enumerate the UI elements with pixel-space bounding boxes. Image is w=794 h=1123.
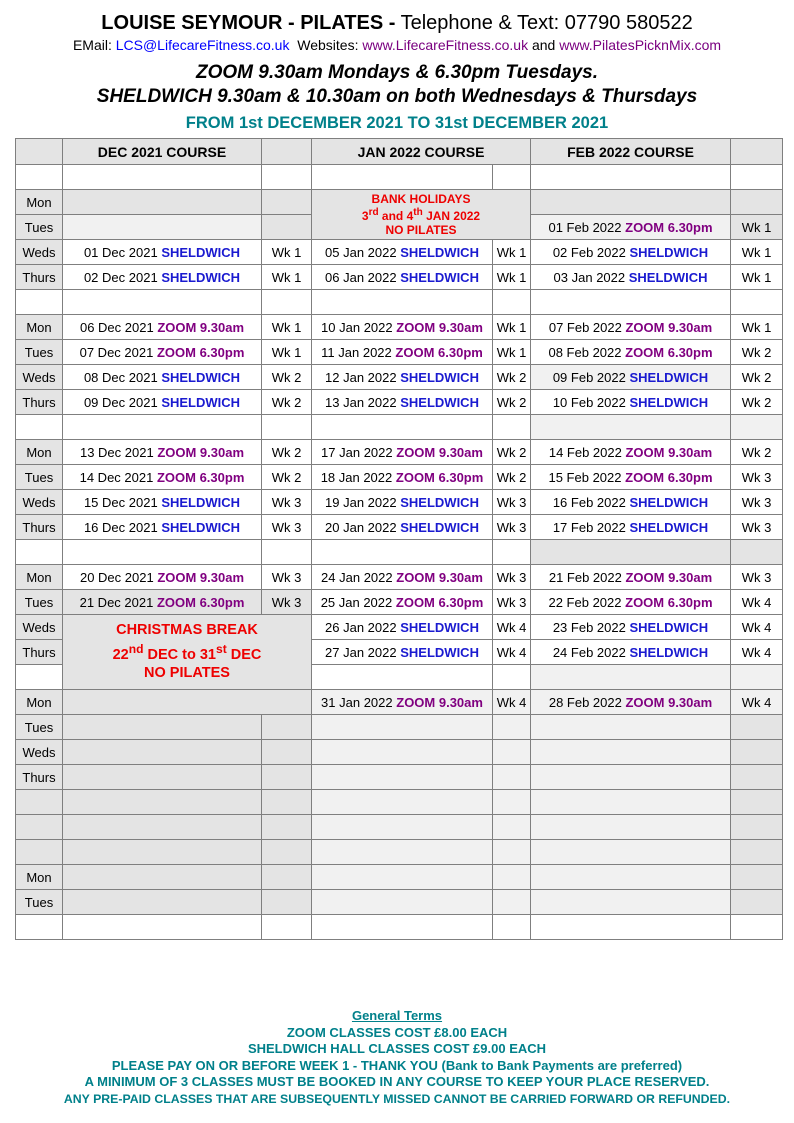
- day-label: Tues: [16, 890, 63, 915]
- day-label: Tues: [16, 340, 63, 365]
- day-label: Mon: [16, 190, 63, 215]
- dec-course-header: DEC 2021 COURSE: [63, 139, 262, 165]
- terms-hall-cost: SHELDWICH HALL CLASSES COST £9.00 EACH: [247, 1041, 547, 1056]
- table-row: Mon 20 Dec 2021 ZOOM 9.30am Wk 3 24 Jan 2022 ZOOM 9.30am Wk 3 21 Feb 2022 ZOOM 9.30am Wk 3: [16, 565, 783, 590]
- day-label: Mon: [16, 690, 63, 715]
- table-row: Weds CHRISTMAS BREAK 22nd DEC to 31st DEC NO PILATES 26 Jan 2022 SHELDWICH Wk 4 23 Feb 2022 SHELDWICH Wk 4: [16, 615, 783, 640]
- day-label: Thurs: [16, 515, 63, 540]
- general-terms: [0, 1008, 794, 1107]
- bank-holiday-note: BANK HOLIDAYS 3rd and 4th JAN 2022 NO PILATES: [312, 190, 531, 240]
- table-row: Tues 07 Dec 2021 ZOOM 6.30pm Wk 1 11 Jan 2022 ZOOM 6.30pm Wk 1 08 Feb 2022 ZOOM 6.30pm Wk 2: [16, 340, 783, 365]
- terms-title: General Terms: [351, 1008, 443, 1023]
- title-name: LOUISE SEYMOUR - PILATES -: [101, 12, 396, 34]
- day-label: Thurs: [16, 765, 63, 790]
- christmas-break-note: CHRISTMAS BREAK 22nd DEC to 31st DEC NO PILATES: [63, 615, 312, 690]
- table-row: Weds 08 Dec 2021 SHELDWICH Wk 2 12 Jan 2022 SHELDWICH Wk 2 09 Feb 2022 SHELDWICH Wk 2: [16, 365, 783, 390]
- day-label: Thurs: [16, 640, 63, 665]
- table-row: [16, 165, 783, 190]
- table-row: [16, 715, 783, 740]
- table-row: Thurs 02 Dec 2021 SHELDWICH Wk 1 06 Jan 2022 SHELDWICH Wk 1 03 Jan 2022 SHELDWICH Wk 1: [16, 265, 783, 290]
- contact-line: [0, 37, 794, 53]
- table-header: [16, 139, 783, 165]
- table-row: Thurs 09 Dec 2021 SHELDWICH Wk 2 13 Jan 2022 SHELDWICH Wk 2 10 Feb 2022 SHELDWICH Wk 2: [16, 390, 783, 415]
- table-row: [16, 540, 783, 565]
- day-label: Tues: [16, 715, 63, 740]
- table-row: [16, 790, 783, 815]
- table-row: Weds 15 Dec 2021 SHELDWICH Wk 3 19 Jan 2022 SHELDWICH Wk 3 16 Feb 2022 SHELDWICH Wk 3: [16, 490, 783, 515]
- table-row: Tues 01 Feb 2022 ZOOM 6.30pm Wk 1: [16, 215, 783, 240]
- table-row: [16, 415, 783, 440]
- table-row: [16, 190, 783, 215]
- table-row: Tues 14 Dec 2021 ZOOM 6.30pm Wk 2 18 Jan 2022 ZOOM 6.30pm Wk 2 15 Feb 2022 ZOOM 6.30pm Wk 3: [16, 465, 783, 490]
- table-row: Mon 13 Dec 2021 ZOOM 9.30am Wk 2 17 Jan 2022 ZOOM 9.30am Wk 2 14 Feb 2022 ZOOM 9.30am Wk 2: [16, 440, 783, 465]
- day-label: Tues: [16, 590, 63, 615]
- date-range: FROM 1st DECEMBER 2021 TO 31st DECEMBER 2021: [185, 114, 609, 132]
- table-row: [16, 915, 783, 940]
- table-row: Weds 01 Dec 2021 SHELDWICH Wk 1 05 Jan 2022 SHELDWICH Wk 1 02 Feb 2022 SHELDWICH Wk 1: [16, 240, 783, 265]
- day-label: Thurs: [16, 265, 63, 290]
- table-row: [16, 290, 783, 315]
- table-row: Mon 31 Jan 2022 ZOOM 9.30am Wk 4 28 Feb 2022 ZOOM 9.30am Wk 4: [16, 690, 783, 715]
- day-label: Weds: [16, 365, 63, 390]
- day-label: Mon: [16, 440, 63, 465]
- table-row: Thurs 16 Dec 2021 SHELDWICH Wk 3 20 Jan 2022 SHELDWICH Wk 3 17 Feb 2022 SHELDWICH Wk 3: [16, 515, 783, 540]
- email-label: EMail:: [72, 37, 112, 53]
- day-label: Weds: [16, 740, 63, 765]
- website-link-2[interactable]: www.PilatesPicknMix.com: [559, 37, 722, 53]
- day-label: Weds: [16, 240, 63, 265]
- terms-minimum: A MINIMUM OF 3 CLASSES MUST BE BOOKED IN ANY COURSE TO KEEP YOUR PLACE RESERVED.: [84, 1074, 710, 1089]
- table-row: [16, 840, 783, 865]
- course-table: [15, 138, 783, 940]
- table-row: Thurs 27 Jan 2022 SHELDWICH Wk 4 24 Feb 2022 SHELDWICH Wk 4: [16, 640, 783, 665]
- table-row: Mon 06 Dec 2021 ZOOM 9.30am Wk 1 10 Jan 2022 ZOOM 9.30am Wk 1 07 Feb 2022 ZOOM 9.30am Wk 1: [16, 315, 783, 340]
- terms-zoom-cost: ZOOM CLASSES COST £8.00 EACH: [286, 1024, 508, 1040]
- terms-payment: PLEASE PAY ON OR BEFORE WEEK 1 - THANK YOU (Bank to Bank Payments are preferred): [111, 1057, 683, 1073]
- sheldwich-schedule: SHELDWICH 9.30am & 10.30am on both Wednesdays & Thursdays: [96, 86, 698, 107]
- zoom-schedule: ZOOM 9.30am Mondays & 6.30pm Tuesdays.: [196, 62, 598, 83]
- email-link[interactable]: LCS@LifecareFitness.co.uk: [115, 37, 290, 53]
- table-row: [16, 765, 783, 790]
- table-row: [16, 865, 783, 890]
- and-text: and: [531, 37, 556, 53]
- day-label: Mon: [16, 565, 63, 590]
- day-label: Mon: [16, 865, 63, 890]
- day-label: Tues: [16, 465, 63, 490]
- terms-refund: ANY PRE-PAID CLASSES THAT ARE SUBSEQUENTLY MISSED CANNOT BE CARRIED FORWARD OR REFUNDED.: [63, 1091, 731, 1106]
- table-row: [16, 815, 783, 840]
- jan-course-header: JAN 2022 COURSE: [312, 139, 531, 165]
- feb-course-header: FEB 2022 COURSE: [531, 139, 731, 165]
- websites-label: Websites:: [297, 37, 359, 53]
- website-link-1[interactable]: www.LifecareFitness.co.uk: [362, 37, 529, 53]
- day-label: Weds: [16, 490, 63, 515]
- day-label: Thurs: [16, 390, 63, 415]
- table-row: Tues 21 Dec 2021 ZOOM 6.30pm Wk 3 25 Jan 2022 ZOOM 6.30pm Wk 3 22 Feb 2022 ZOOM 6.30pm Wk 4: [16, 590, 783, 615]
- day-label: Mon: [16, 315, 63, 340]
- table-row: [16, 890, 783, 915]
- day-label: Weds: [16, 615, 63, 640]
- title-line: [0, 12, 794, 35]
- title-phone: Telephone & Text: 07790 580522: [400, 12, 693, 34]
- day-label: Tues: [16, 215, 63, 240]
- table-row: [16, 740, 783, 765]
